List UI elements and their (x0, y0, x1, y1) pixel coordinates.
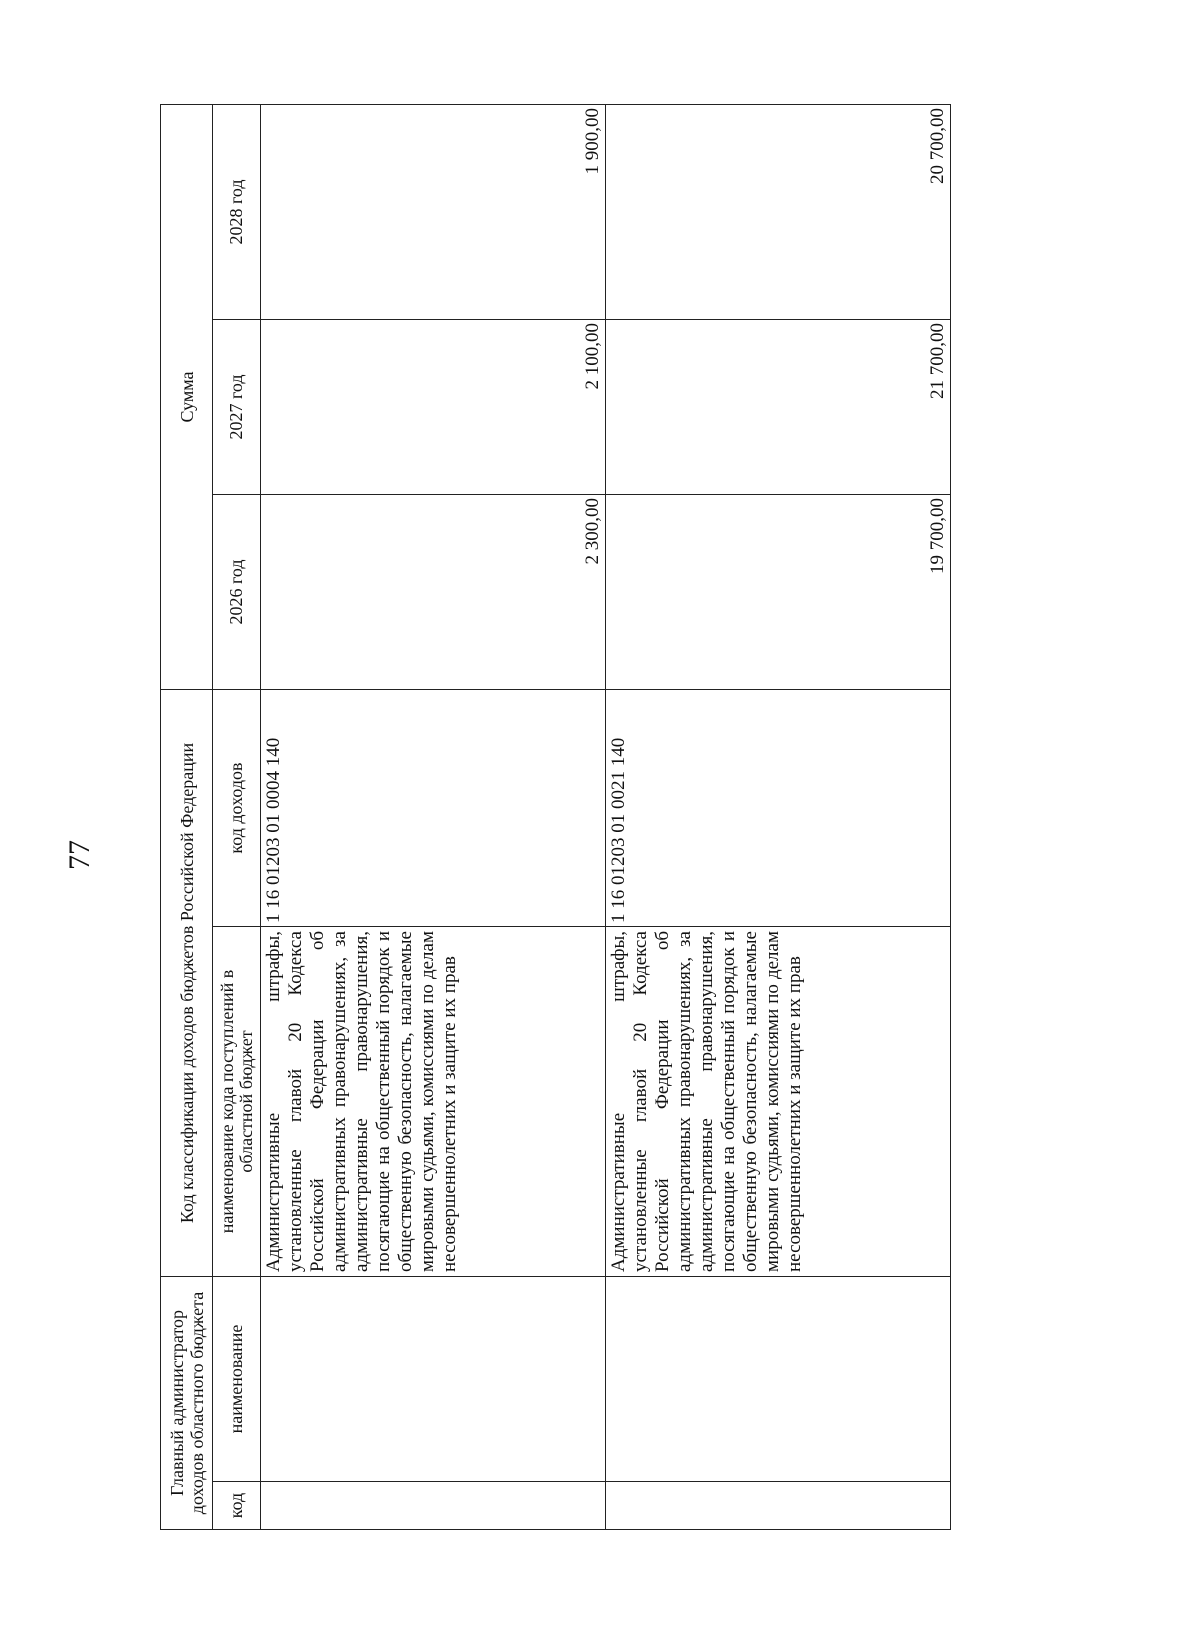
header-year-2028: 2028 год (213, 104, 261, 319)
header-classification-group: Код классификации доходов бюджетов Российской Федерации (161, 690, 213, 1277)
row-income-code: 1 16 01203 01 0004 140 (261, 690, 606, 927)
row-sum-2026: 19 700,00 (606, 495, 951, 690)
table-row (606, 104, 951, 1529)
row-admin-code (261, 1482, 606, 1530)
budget-income-table (160, 104, 951, 1530)
row-income-name: Административные штрафы, установленные главой 20 Кодекса Российской Федерации об административных правонарушениях, за административные правонарушения, посягающие на общественный порядок и общественную безопасность, налагаемые мировыми судьями, комиссиями по делам несовершеннолетних и защите их прав (606, 927, 951, 1277)
header-year-2026: 2026 год (213, 495, 261, 690)
header-year-2027: 2027 год (213, 320, 261, 495)
table-row (261, 104, 606, 1529)
budget-table-rotated (160, 105, 950, 1530)
header-admin-name: наименование (213, 1277, 261, 1482)
row-admin-name (606, 1277, 951, 1482)
header-admin-group: Главный администратор доходов областного бюджета (161, 1277, 213, 1530)
row-sum-2027: 21 700,00 (606, 320, 951, 495)
row-sum-2028: 20 700,00 (606, 104, 951, 319)
header-admin-code: код (213, 1482, 261, 1530)
row-sum-2026: 2 300,00 (261, 495, 606, 690)
row-income-code: 1 16 01203 01 0021 140 (606, 690, 951, 927)
page-number: 77 (63, 840, 96, 870)
header-sum-group: Сумма (161, 104, 213, 689)
row-sum-2028: 1 900,00 (261, 104, 606, 319)
row-sum-2027: 2 100,00 (261, 320, 606, 495)
row-admin-code (606, 1482, 951, 1530)
header-income-code: код доходов (213, 690, 261, 927)
header-income-name: наименование кода поступлений в областной бюджет (213, 927, 261, 1277)
budget-table-container (160, 105, 950, 1530)
row-income-name: Административные штрафы, установленные главой 20 Кодекса Российской Федерации об административных правонарушениях, за административные правонарушения, посягающие на общественный порядок и общественную безопасность, налагаемые мировыми судьями, комиссиями по делам несовершеннолетних и защите их прав (261, 927, 606, 1277)
row-admin-name (261, 1277, 606, 1482)
